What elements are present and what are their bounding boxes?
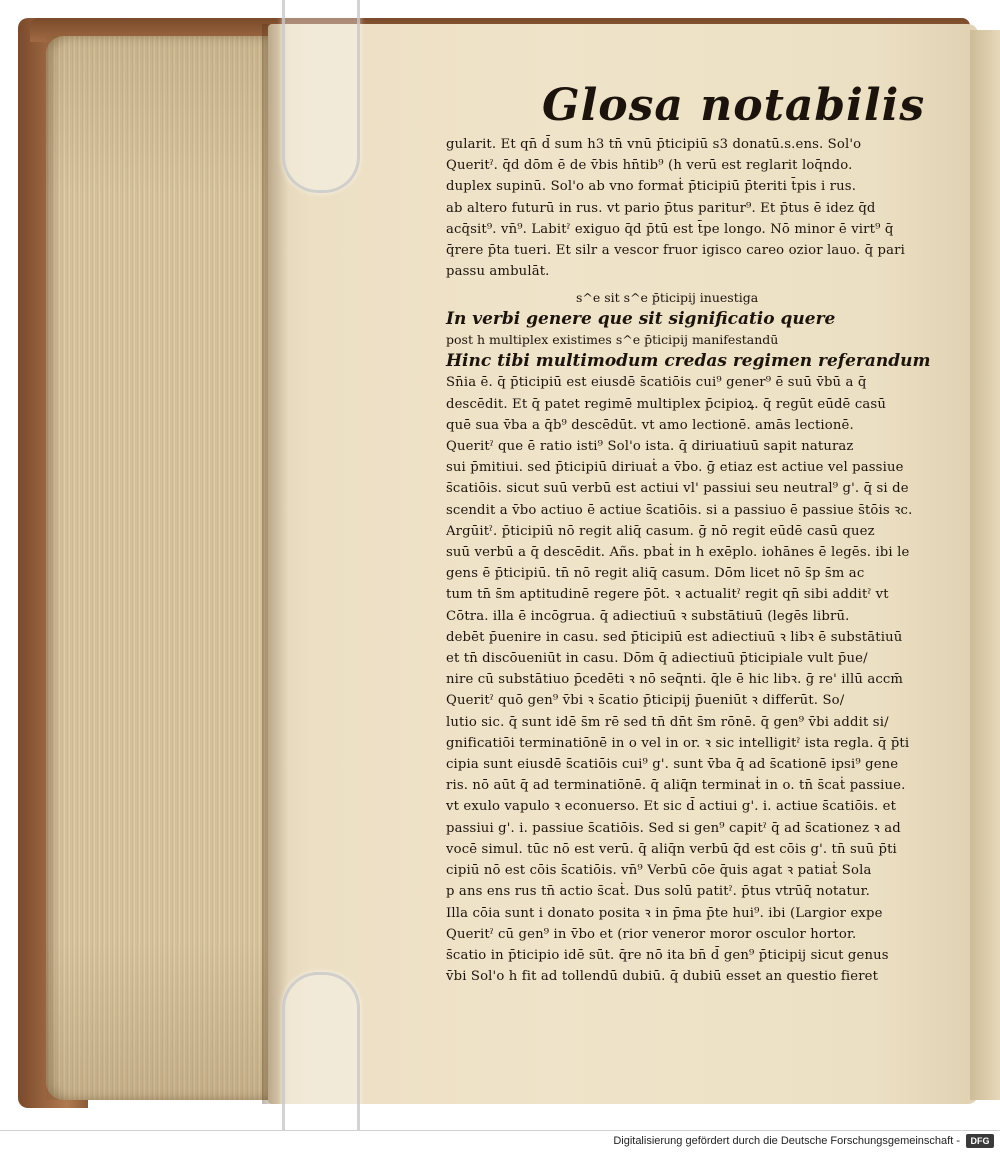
verse-line-2: Hinc tibi multimodum credas regimen referandum: [446, 351, 931, 372]
text-line-b-23: vocē simul. tūc nō est verū. q̄ aliq̄n verbū q̄d est cōis g'. tn̄ suū p̄ti: [446, 841, 897, 857]
gloss-paragraph-b: [446, 372, 946, 987]
page-clip-bottom: [282, 972, 360, 1130]
text-line-b-20: ris. nō aūt q̄ ad terminatiōnē. q̄ aliq̄n terminaṫ in o. tn̄ s̄caṫ passiue.: [446, 778, 906, 794]
text-line-b-18: gnificatiōi terminatiōnē in o vel in or. ꝛ sic intelligitˀ ista regla. q̄ p̄ti: [446, 735, 910, 751]
interlinear-gloss-2: post h multiplex existimes s^e p̄ticipij manifestandū: [446, 332, 779, 348]
page-gutter: [262, 24, 288, 1104]
text-line-b-16: Queritˀ quō gen⁹ v̄bi ꝛ s̄catio p̄ticipij p̄ueniūt ꝛ differūt. So/: [446, 693, 845, 709]
text-line-b-3: quē sua v̄ba a q̄b⁹ descēdūt. vt amo lectionē. amās lectionē.: [446, 417, 854, 433]
text-line-b-1: Sn̄ia ē. q̄ p̄ticipiū est eiusdē s̄catiōis cui⁹ gener⁹ ē suū v̄bū a q̄: [446, 375, 867, 391]
running-heading: Glosa notabilis: [542, 80, 926, 131]
interlinear-gloss-1: s^e sit s^e p̄ticipij inuestiga: [576, 290, 759, 306]
text-line-b-15: nire cū substātiuo p̄cedēti ꝛ nō seq̄nti. q̄le ē hic libꝛ. ḡ re' illū accm̄: [446, 672, 904, 688]
text-line-a-2: Queritˀ. q̄d dōm ē de v̄bis hn̄tib⁹ (h verū est reglarit loq̄ndo.: [446, 158, 853, 174]
page-edges: [46, 36, 286, 1100]
text-line-b-2: descēdit. Et q̄ patet regimē multiplex p̄cipioꝝ. q̄ regūt eūdē casū: [446, 396, 886, 412]
text-line-a-5: acq̄sit⁹. vn̄⁹. Labitˀ exiguo q̄d p̄tū est t̄pe longo. Nō minor ē virt⁹ q̄: [446, 221, 894, 237]
text-line-b-24: cipiū nō est cōis s̄catiōis. vn̄⁹ Verbū cōe q̄uis agat ꝛ patiaṫ Sola: [446, 863, 872, 879]
text-line-b-13: debēt p̄uenire in casu. sed p̄ticipiū est adiectiuū ꝛ libꝛ ē substātiuū: [446, 629, 903, 645]
text-line-b-7: scendit a v̄bo actiuo ē actiue s̄catiōis. si a passiuo ē passiue s̄tōis ꝛc.: [446, 502, 913, 518]
text-line-b-14: et tn̄ discōueniūt in casu. Dōm q̄ adiectiuū p̄ticipiale vult p̄ue/: [446, 651, 868, 667]
text-line-b-9: suū verbū a q̄ descēdit. Añs. pbaṫ in h exēplo. iohānes ē legēs. ibi le: [446, 545, 910, 561]
text-line-b-27: Queritˀ cū gen⁹ in v̄bo et (rior veneror moror osculor hortor.: [446, 926, 857, 942]
text-line-b-28: s̄catio in p̄ticipio idē sūt. q̄re nō ita bn̄ d̄ gen⁹ p̄ticipij sicut genus: [446, 947, 889, 963]
text-line-b-8: Argūitˀ. p̄ticipiū nō regit aliq̄ casum. ḡ nō regit eūdē casū quez: [446, 523, 875, 539]
text-line-b-11: tum tn̄ s̄m aptitudinē regere p̄ōt. ꝛ actualitˀ regit qn̄ sibi additˀ vt: [446, 587, 889, 603]
dfg-logo-icon: DFG: [966, 1134, 994, 1148]
text-line-b-19: cipia sunt eiusdē s̄catiōis cui⁹ g'. sunt v̄ba q̄ ad s̄cationē ipsi⁹ gene: [446, 757, 899, 773]
text-line-b-21: vt exulo vapulo ꝛ econuerso. Et sic d̄ actiui g'. i. actiue s̄catiōis. et: [446, 799, 897, 815]
text-line-b-5: sui p̄mitiui. sed p̄ticipiū diriuaṫ a v̄bo. ḡ etiaz est actiue vel passiue: [446, 460, 904, 476]
footer-bar: [0, 1130, 1000, 1152]
text-line-b-17: lutio sic. q̄ sunt idē s̄m rē sed tn̄ dn̄t s̄m rōnē. q̄ gen⁹ v̄bi addit si/: [446, 714, 889, 730]
text-line-b-12: Cōtra. illa ē incōgrua. q̄ adiectiuū ꝛ substātiuū (legēs librū.: [446, 608, 850, 624]
text-line-b-29: v̄bi Sol'o h fit ad tollendū dubiū. q̄ dubiū esset an questio fieret: [446, 969, 879, 985]
funding-notice: Digitalisierung gefördert durch die Deutsche Forschungsgemeinschaft -: [613, 1135, 960, 1147]
gloss-paragraph-a: [446, 134, 946, 282]
text-line-b-25: p ans ens rus tn̄ actio s̄caṫ. Dus solū patitˀ. p̄tus vtrūq̄ notatur.: [446, 884, 870, 900]
text-line-b-6: s̄catiōis. sicut suū verbū est actiui vl' passiui seu neutral⁹ g'. q̄ si de: [446, 481, 909, 497]
text-line-b-4: Queritˀ que ē ratio isti⁹ Sol'o ista. q̄ diriuatiuū sapit naturaz: [446, 439, 854, 455]
text-line-a-6: q̄rere p̄ta tueri. Et silr a vescor fruor igisco careo ozior lauo. q̄ pari: [446, 243, 905, 259]
facing-page-edge: [970, 30, 1000, 1100]
text-line-b-22: passiui g'. i. passiue s̄catiōis. Sed si gen⁹ capitˀ q̄ ad s̄cationez ꝛ ad: [446, 820, 901, 836]
page-text-block: [446, 78, 946, 987]
text-line-a-1: gularit. Et qn̄ d̄ sum h3 tn̄ vnū p̄ticipiū s3 donatū.s.ens. Sol'o: [446, 137, 862, 152]
text-line-b-10: gens ē p̄ticipiū. tn̄ nō regit aliq̄ casum. Dōm licet nō s̄p s̄m ac: [446, 566, 865, 582]
verse-line-1: In verbi genere que sit significatio quere: [446, 309, 836, 330]
text-line-a-4: ab altero futurū in rus. vt pario p̄tus paritur⁹. Et p̄tus ē idez q̄d: [446, 200, 876, 216]
text-line-a-3: duplex supinū. Sol'o ab vno formaṫ p̄ticipiū p̄teriti t̄pis i rus.: [446, 179, 857, 195]
text-line-b-26: Illa cōia sunt i donato posita ꝛ in p̄ma p̄te hui⁹. ibi (Largior expe: [446, 905, 883, 921]
text-line-a-7: passu ambulāt.: [446, 264, 550, 280]
page-clip-top: [282, 0, 360, 193]
